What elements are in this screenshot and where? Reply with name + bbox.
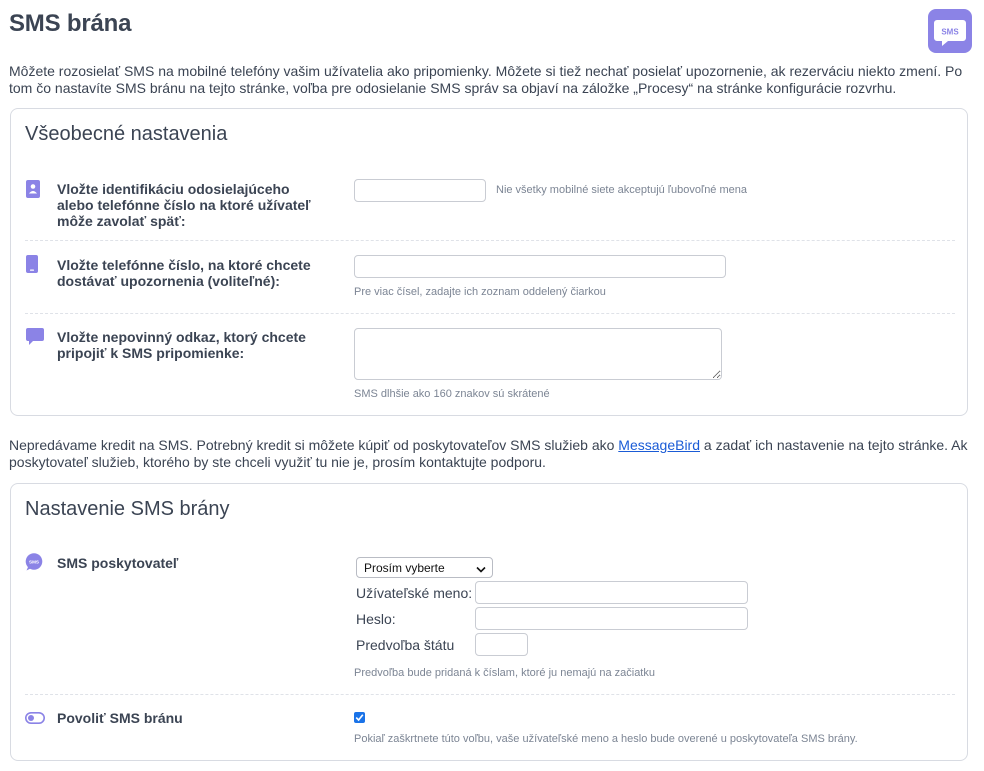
message-icon (26, 328, 44, 346)
badge-icon (26, 180, 44, 198)
enable-gateway-label: Povoliť SMS bránu (57, 710, 183, 726)
sms-app-icon-label: SMS (941, 27, 959, 37)
username-label: Užívateľské meno: (356, 585, 473, 601)
enable-gateway-checkbox[interactable] (354, 712, 365, 723)
sender-id-input[interactable] (354, 179, 486, 202)
reminder-link-textarea[interactable] (354, 328, 722, 380)
sender-id-label: Vložte identifikáciu odosielajúceho alebo telefónne číslo na ktoré užívateľ môže zavolať späť: (57, 181, 311, 229)
divider (25, 240, 955, 241)
username-input[interactable] (475, 581, 748, 604)
credit-text-before: Nepredávame kredit na SMS. Potrebný kredit si môžete kúpiť od poskytovateľov SMS služieb ako (9, 437, 619, 453)
credit-text-after: a zadať ich nastavenie na tejto stránke. Ak poskytovateľ služieb, ktorého by ste chceli využiť tu nie je, prosím kontaktujte podporu. (9, 437, 968, 470)
credit-text (9, 437, 973, 471)
sms-provider-label: SMS poskytovateľ (57, 555, 179, 571)
general-settings-title: Všeobecné nastavenia (25, 123, 228, 145)
page-title: SMS brána (9, 10, 132, 37)
password-label: Heslo: (356, 611, 396, 627)
toggle-icon (25, 711, 43, 729)
notify-phone-hint: Pre viac čísel, zadajte ich zoznam oddelený čiarkou (354, 286, 606, 298)
phone-icon (26, 255, 44, 273)
enable-gateway-hint: Pokiaľ zaškrtnete túto voľbu, vaše užívateľské meno a heslo bude overené u poskytovateľa SMS brány. (354, 733, 858, 745)
notify-phone-input[interactable] (354, 255, 726, 278)
notify-phone-label: Vložte telefónne číslo, na ktoré chcete dostávať upozornenia (voliteľné): (57, 257, 311, 289)
sms-provider-select[interactable] (356, 557, 493, 578)
reminder-link-label: Vložte nepovinný odkaz, ktorý chcete pripojiť k SMS pripomienke: (57, 329, 306, 361)
sms-app-icon (928, 9, 972, 53)
svg-text:SMS: SMS (29, 559, 39, 565)
sender-id-hint: Nie všetky mobilné siete akceptujú ľubovoľné mena (496, 184, 747, 196)
reminder-link-hint: SMS dlhšie ako 160 znakov sú skrátené (354, 388, 550, 400)
divider (25, 694, 955, 695)
divider (25, 313, 955, 314)
country-code-hint: Predvoľba bude pridaná k číslam, ktoré ju nemajú na začiatku (354, 667, 655, 679)
password-input[interactable] (475, 607, 748, 630)
gateway-settings-card (10, 483, 968, 761)
gateway-settings-title: Nastavenie SMS brány (25, 498, 230, 520)
chevron-down-icon (476, 563, 486, 577)
country-code-label: Predvoľba štátu (356, 637, 455, 653)
general-settings-card (10, 108, 968, 416)
country-code-input[interactable] (475, 633, 528, 656)
sms-provider-selected: Prosím vyberte (364, 561, 445, 575)
messagebird-link[interactable]: MessageBird (618, 437, 700, 453)
intro-text: Môžete rozosielať SMS na mobilné telefóny vašim užívatelia ako pripomienky. Môžete si tiež nechať posielať upozornenie, ak rezerváciu niekto zmení. Po tom čo nastavíte SMS bránu na tejto stránke, voľba pre odosielanie SMS správ sa objaví na záložke „Procesy“ na stránke konfigurácie rozvrhu. (9, 63, 963, 96)
sms-bubble-icon (25, 553, 43, 571)
